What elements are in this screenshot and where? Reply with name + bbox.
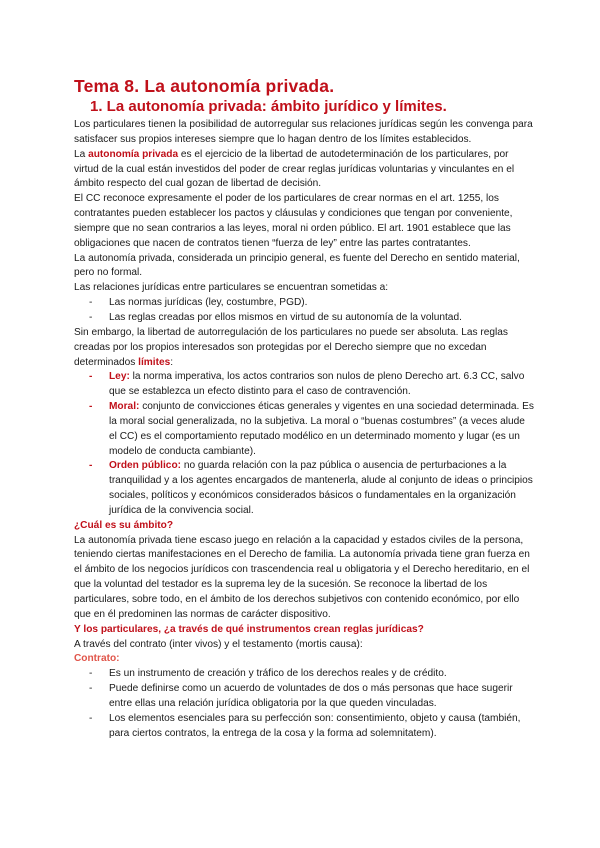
paragraph-ambito: La autonomía privada tiene escaso juego en relación a la capacidad y estados civiles de la persona, teniendo ciertas manifestaciones en el Derecho de familia. La autonomía privada tiene gran fuerza en el ámbito de los negocios jurídicos con trascendencia real u obligatoria y el Derecho hereditario, en el que la voluntad del testador es la suprema ley de la sucesión. Se reconoce la libertad de los particulares, sobre todo, en el ámbito de los derechos subjetivos con contenido económico, por ello que en él predominen las normas de carácter dispositivo. (74, 534, 530, 620)
paragraph-intro: Los particulares tienen la posibilidad de autorregular sus relaciones jurídicas según les convenga para satisfacer sus propios intereses siempre que lo hagan dentro de los límites establecidos. (74, 119, 533, 145)
limit-term: Moral: (109, 401, 140, 413)
limit-text: no guarda relación con la paz pública o ausencia de perturbaciones a la tranquilidad y a los agentes encargados de mantenerla, alude al conjunto de ideas o principios sociales, políticos y económicos considerados básicos o fundamentales en la organización jurídica de la convivencia social. (109, 460, 533, 516)
list-item (74, 667, 534, 682)
list-item-text: Las normas jurídicas (ley, costumbre, PGD). (109, 297, 308, 309)
text-run: : (170, 356, 174, 368)
paragraph-cc: El CC reconoce expresamente el poder de los particulares de crear normas en el art. 1255, los contratantes pueden establecer los pactos y cláusulas y condiciones que tengan por conveniente, siempre que no sean contrarios a las leyes, moral ni orden público. El art. 1901 establece que las obligaciones que nacen de contratos tienen “fuerza de ley” entre las partes contratantes. (74, 193, 513, 249)
dash-bullet: - (89, 297, 93, 309)
paragraph-limites (74, 326, 534, 371)
text-run: La (74, 148, 89, 160)
text-run: es el ejercicio de la libertad de autodeterminación de los particulares, por virtud de la cual están investidos del poder de crear reglas jurídicas voluntarias y vinculantes en el ámbito respecto del cual gozan de libertad de decisión. (74, 148, 515, 190)
list-item-text: Los elementos esenciales para su perfección son: consentimiento, objeto y causa (también, para ciertos contratos, la entrega de la cosa y la forma ad solemnitatem). (109, 712, 521, 739)
paragraph-definition (74, 148, 534, 193)
heading-contrato: Contrato: (74, 653, 120, 665)
question-ambito: ¿Cuál es su ámbito? (74, 519, 174, 531)
term-autonomia-privada: autonomía privada (88, 148, 179, 160)
list-item-text: Es un instrumento de creación y tráfico de los derechos reales y de crédito. (109, 668, 447, 680)
dash-bullet: - (89, 371, 93, 383)
list-item (74, 682, 534, 712)
list-item (74, 712, 534, 742)
limit-term: Ley: (109, 371, 130, 383)
document-body (74, 118, 534, 741)
dash-bullet: - (89, 401, 93, 413)
question-instrumentos: Y los particulares, ¿a través de qué instrumentos crean reglas jurídicas? (74, 623, 424, 635)
list-item-ley (74, 370, 534, 400)
paragraph-fuente: La autonomía privada, considerada un principio general, es fuente del Derecho en sentido material, pero no formal. (74, 252, 520, 279)
dash-bullet: - (89, 683, 93, 695)
term-limites: límites (138, 356, 171, 368)
dash-bullet: - (89, 460, 93, 472)
paragraph-instrumentos: A través del contrato (inter vivos) y el testamento (mortis causa): (74, 638, 363, 650)
dash-bullet: - (89, 668, 93, 680)
dash-bullet: - (89, 311, 93, 323)
dash-bullet: - (89, 712, 93, 724)
list-limites (74, 370, 534, 518)
text-run: Sin embargo, la libertad de autorregulación de los particulares no puede ser absoluta. Las reglas creadas por los propios interesados son protegidas por el Derecho siempre que no excedan determinados (74, 326, 508, 368)
document-title: Tema 8. La autonomía privada. (74, 76, 335, 96)
limit-text: conjunto de convicciones éticas generales y vigentes en una sociedad determinada. Es la moral social generalizada, no la subjetiva. La moral o “buenas costumbres” (a veces alude el CC) es el comportamiento reputado modélico en un determinado momento y lugar (es un modelo de conducta cambiante). (109, 401, 534, 457)
list-item-moral (74, 400, 534, 459)
limit-text: la norma imperativa, los actos contrarios son nulos de pleno Derecho art. 6.3 CC, salvo que se establezca un efecto distinto para el caso de contravención. (109, 371, 525, 398)
list-contrato (74, 667, 534, 741)
list-item (74, 296, 534, 311)
limit-term: Orden público: (109, 460, 181, 472)
list-sometidas (74, 296, 534, 326)
paragraph-relaciones: Las relaciones jurídicas entre particulares se encuentran sometidas a: (74, 282, 389, 294)
list-item-text: Puede definirse como un acuerdo de voluntades de dos o más personas que hace sugerir entre ellas una relación jurídica obligatoria por la que queden vinculadas. (109, 683, 513, 709)
section-heading: 1. La autonomía privada: ámbito jurídico y límites. (90, 98, 447, 115)
list-item (74, 311, 534, 326)
list-item-text: Las reglas creadas por ellos mismos en virtud de su autonomía de la voluntad. (109, 311, 462, 323)
list-item-orden-publico (74, 459, 534, 518)
